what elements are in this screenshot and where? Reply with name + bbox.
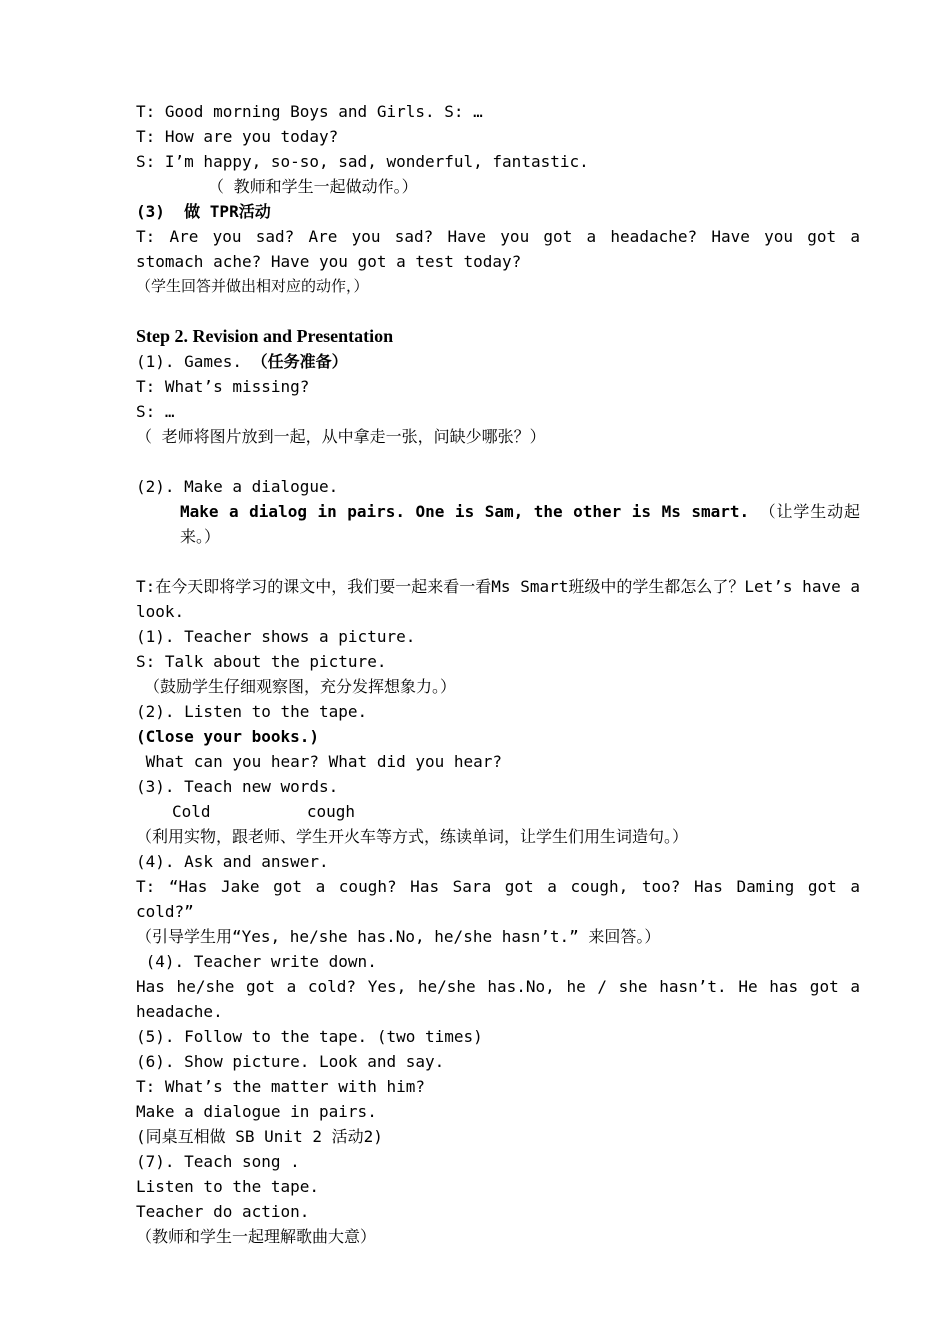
lesson-intro: T:在今天即将学习的课文中，我们要一起来看一看Ms Smart班级中的学生都怎么了？Let’s have a look. xyxy=(136,577,860,621)
action-note: （ 教师和学生一起做动作。） xyxy=(208,177,418,196)
practice-words-note: （利用实物，跟老师、学生开火车等方式，练读单词，让学生们用生词造句。） xyxy=(136,827,689,846)
listen-tape-line: (2). Listen to the tape. xyxy=(136,702,368,721)
matter-question-line: T: What’s the matter with him? xyxy=(136,1077,425,1096)
shows-picture-line: (1). Teacher shows a picture. xyxy=(136,627,416,646)
greeting-line: T: Good morning Boys and Girls. S: … xyxy=(136,102,483,121)
pair-dialog-instruction xyxy=(136,499,860,549)
student-response-note: （学生回答并做出相对应的动作，） xyxy=(136,277,369,295)
spacer xyxy=(136,299,860,324)
pair-dialog-note: （让学生动起来。） xyxy=(180,502,861,546)
tpr-heading: (3) 做 TPR活动 xyxy=(136,202,271,221)
student-answer-line: S: I’m happy, so-so, sad, wonderful, fantastic. xyxy=(136,152,589,171)
pairs-dialogue-line: Make a dialogue in pairs. xyxy=(136,1102,377,1121)
ask-answer-line: (4). Ask and answer. xyxy=(136,852,329,871)
encourage-note: （鼓励学生仔细观察图，充分发挥想象力。） xyxy=(144,677,457,696)
teach-words-line: (3). Teach new words. xyxy=(136,777,339,796)
spacer xyxy=(136,449,860,474)
song-meaning-note: （教师和学生一起理解歌曲大意） xyxy=(136,1227,377,1246)
picture-game-note: （ 老师将图片放到一起，从中拿走一张，问缺少哪张？） xyxy=(136,427,546,446)
games-label: (1). Games. xyxy=(136,352,252,371)
answer-guide-note: （引导学生用“Yes, he/she has.No, he/she hasn’t.” 来回答。） xyxy=(136,927,661,946)
teacher-action-line: Teacher do action. xyxy=(136,1202,310,1221)
follow-tape-line: (5). Follow to the tape. (two times) xyxy=(136,1027,483,1046)
show-picture-line: (6). Show picture. Look and say. xyxy=(136,1052,445,1071)
tpr-questions: T: Are you sad? Are you sad? Have you got a headache? Have you got a stomach ache? Have you got a test today? xyxy=(136,227,860,271)
how-are-you-line: T: How are you today? xyxy=(136,127,339,146)
cold-sentence: Has he/she got a cold? Yes, he/she has.No, he / she hasn’t. He has got a headache. xyxy=(136,977,860,1021)
what-hear-line: What can you hear? What did you hear? xyxy=(136,752,503,771)
task-prep-label: （任务准备） xyxy=(251,352,348,371)
teach-song-line: (7). Teach song . xyxy=(136,1152,300,1171)
activity-note: (同桌互相做 SB Unit 2 活动2) xyxy=(136,1127,383,1146)
games-line xyxy=(136,349,860,374)
step2-heading: Step 2. Revision and Presentation xyxy=(136,326,394,346)
listen-tape-line-2: Listen to the tape. xyxy=(136,1177,320,1196)
spacer xyxy=(136,549,860,574)
whats-missing-line: T: What’s missing? xyxy=(136,377,310,396)
make-dialogue-line: (2). Make a dialogue. xyxy=(136,477,339,496)
document-page xyxy=(136,99,860,1249)
cough-questions: T: “Has Jake got a cough? Has Sara got a cough, too? Has Daming got a cold?” xyxy=(136,877,860,921)
new-words-line: Cold cough xyxy=(172,802,356,821)
talk-picture-line: S: Talk about the picture. xyxy=(136,652,387,671)
student-reply-line: S: … xyxy=(136,402,175,421)
close-books-line: (Close your books.) xyxy=(136,727,320,746)
pair-dialog-text: Make a dialog in pairs. One is Sam, the other is Ms smart. xyxy=(180,502,750,521)
write-down-line: (4). Teacher write down. xyxy=(136,952,377,971)
